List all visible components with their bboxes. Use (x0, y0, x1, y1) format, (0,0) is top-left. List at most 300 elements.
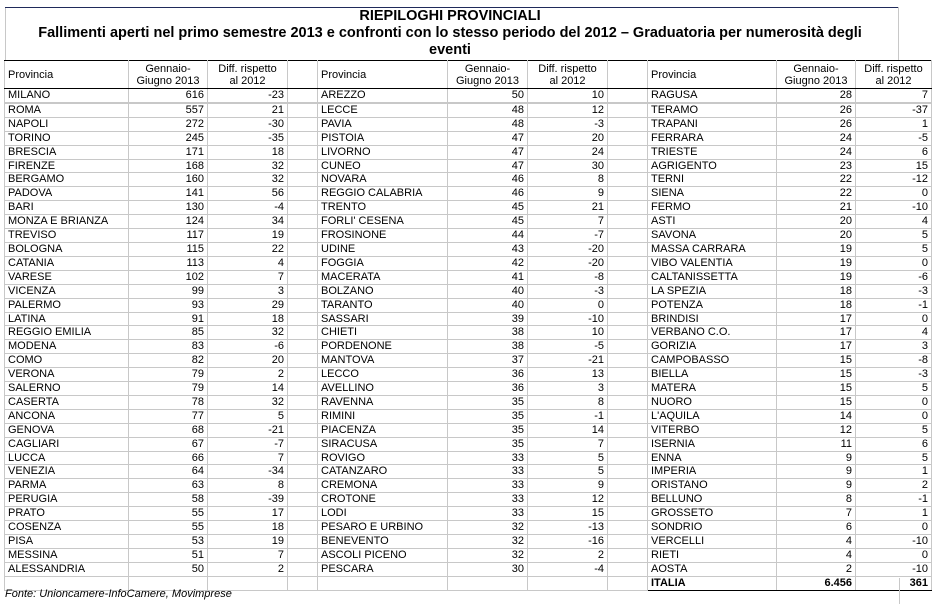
province-diff: 0 (856, 256, 932, 270)
province-count: 48 (448, 117, 528, 131)
province-name: LA SPEZIA (648, 284, 777, 298)
gap-cell (288, 159, 318, 173)
province-name: VICENZA (5, 284, 129, 298)
province-count: 50 (129, 562, 208, 576)
provinces-table (4, 60, 932, 591)
province-name: LIVORNO (318, 145, 448, 159)
province-diff: -35 (208, 131, 288, 145)
province-count: 113 (129, 256, 208, 270)
province-count: 7 (777, 507, 856, 521)
gap-cell (288, 479, 318, 493)
province-name: PRATO (5, 507, 129, 521)
province-count: 124 (129, 215, 208, 229)
gap-cell (288, 242, 318, 256)
province-diff: -4 (528, 562, 608, 576)
empty-cell (288, 576, 318, 590)
province-diff: -21 (208, 423, 288, 437)
province-count: 44 (448, 229, 528, 243)
province-diff: 22 (208, 242, 288, 256)
province-name: PESARO E URBINO (318, 521, 448, 535)
gap-cell (608, 548, 648, 562)
header-gennaio-giugno (129, 61, 208, 89)
province-name: CHIETI (318, 326, 448, 340)
province-diff: 21 (528, 201, 608, 215)
province-name: GENOVA (5, 423, 129, 437)
province-count: 15 (777, 354, 856, 368)
total-diff: 361 (856, 576, 932, 590)
province-diff: 0 (856, 521, 932, 535)
province-diff: 32 (208, 395, 288, 409)
gap-cell (608, 145, 648, 159)
province-diff: 9 (528, 479, 608, 493)
gap-cell (288, 215, 318, 229)
gap-cell (608, 479, 648, 493)
header-gap (608, 61, 648, 89)
province-diff: 32 (208, 326, 288, 340)
province-name: AGRIGENTO (648, 159, 777, 173)
province-count: 66 (129, 451, 208, 465)
province-count: 19 (777, 242, 856, 256)
province-name: ORISTANO (648, 479, 777, 493)
gap-cell (288, 131, 318, 145)
province-name: MODENA (5, 340, 129, 354)
province-diff: 3 (528, 382, 608, 396)
province-name: MACERATA (318, 270, 448, 284)
gap-cell (608, 521, 648, 535)
gap-cell (288, 535, 318, 549)
gap-cell (608, 215, 648, 229)
province-count: 4 (777, 535, 856, 549)
province-diff: -8 (856, 354, 932, 368)
report-title: RIEPILOGHI PROVINCIALI (359, 8, 541, 24)
header-diff-l1: Diff. rispetto (538, 62, 597, 75)
province-diff: -6 (208, 340, 288, 354)
province-name: MONZA E BRIANZA (5, 215, 129, 229)
table-row (5, 382, 932, 396)
table-row (5, 201, 932, 215)
province-diff: 2 (208, 368, 288, 382)
gap-cell (608, 382, 648, 396)
gap-cell (288, 493, 318, 507)
header-gennaio-l2: Giugno 2013 (456, 74, 519, 87)
province-name: NUORO (648, 395, 777, 409)
table-row (5, 368, 932, 382)
table-row (5, 562, 932, 576)
gap-cell (608, 326, 648, 340)
province-count: 32 (448, 535, 528, 549)
header-diff-l2: al 2012 (549, 74, 586, 87)
province-name: TERAMO (648, 103, 777, 117)
province-diff: -37 (856, 103, 932, 117)
province-diff: 8 (528, 395, 608, 409)
province-count: 79 (129, 382, 208, 396)
province-name: PISA (5, 535, 129, 549)
table-row (5, 256, 932, 270)
province-name: PERUGIA (5, 493, 129, 507)
province-count: 43 (448, 242, 528, 256)
province-name: IMPERIA (648, 465, 777, 479)
province-name: BELLUNO (648, 493, 777, 507)
province-name: ROMA (5, 103, 129, 117)
province-name: TARANTO (318, 298, 448, 312)
province-name: TRENTO (318, 201, 448, 215)
gap-cell (288, 437, 318, 451)
gap-cell (288, 284, 318, 298)
header-provincia: Provincia (5, 61, 129, 89)
gap-cell (608, 270, 648, 284)
province-count: 83 (129, 340, 208, 354)
gap-cell (608, 535, 648, 549)
province-diff: -4 (208, 201, 288, 215)
province-name: LODI (318, 507, 448, 521)
province-name: CROTONE (318, 493, 448, 507)
province-name: PESCARA (318, 562, 448, 576)
province-name: ISERNIA (648, 437, 777, 451)
province-name: REGGIO CALABRIA (318, 187, 448, 201)
province-count: 18 (777, 298, 856, 312)
province-name: VENEZIA (5, 465, 129, 479)
province-name: FERRARA (648, 131, 777, 145)
gap-cell (608, 242, 648, 256)
province-name: RIETI (648, 548, 777, 562)
province-count: 41 (448, 270, 528, 284)
header-gap (288, 61, 318, 89)
province-name: UDINE (318, 242, 448, 256)
gap-cell (288, 270, 318, 284)
province-count: 22 (777, 173, 856, 187)
province-count: 141 (129, 187, 208, 201)
province-name: MATERA (648, 382, 777, 396)
province-name: ANCONA (5, 409, 129, 423)
province-count: 32 (448, 521, 528, 535)
province-diff: 8 (528, 173, 608, 187)
province-diff: 15 (856, 159, 932, 173)
subtitle-line-1: Fallimenti aperti nel primo semestre 2013 e confronti con lo stesso periodo del 2012 – Graduatoria per numerosità degli (38, 25, 862, 41)
province-name: FROSINONE (318, 229, 448, 243)
province-name: MILANO (5, 89, 129, 103)
province-diff: -7 (528, 229, 608, 243)
province-name: NOVARA (318, 173, 448, 187)
gap-cell (288, 465, 318, 479)
province-name: LECCE (318, 103, 448, 117)
gap-cell (608, 103, 648, 117)
province-diff: 5 (856, 242, 932, 256)
table-row (5, 215, 932, 229)
province-count: 17 (777, 326, 856, 340)
gap-cell (288, 395, 318, 409)
province-count: 9 (777, 479, 856, 493)
province-diff: -30 (208, 117, 288, 131)
province-name: RIMINI (318, 409, 448, 423)
province-diff: 20 (208, 354, 288, 368)
province-diff: 5 (856, 382, 932, 396)
report-subtitle (0, 25, 900, 59)
header-diff (856, 61, 932, 89)
province-count: 79 (129, 368, 208, 382)
table-row (5, 145, 932, 159)
table-row (5, 395, 932, 409)
province-name: TORINO (5, 131, 129, 145)
province-diff: -1 (528, 409, 608, 423)
province-diff: 0 (856, 409, 932, 423)
gap-cell (288, 229, 318, 243)
header-gennaio-l2: Giugno 2013 (784, 74, 848, 87)
province-count: 40 (448, 298, 528, 312)
province-diff: 6 (856, 145, 932, 159)
gap-cell (608, 256, 648, 270)
province-count: 47 (448, 131, 528, 145)
table-row (5, 242, 932, 256)
province-name: BOLZANO (318, 284, 448, 298)
province-diff: 12 (528, 493, 608, 507)
province-count: 115 (129, 242, 208, 256)
province-count: 20 (777, 229, 856, 243)
province-name: CATANIA (5, 256, 129, 270)
province-count: 33 (448, 465, 528, 479)
province-diff: 7 (856, 89, 932, 103)
table-row (5, 229, 932, 243)
province-diff: 34 (208, 215, 288, 229)
gap-cell (608, 298, 648, 312)
gap-cell (608, 395, 648, 409)
province-diff: 18 (208, 312, 288, 326)
province-count: 26 (777, 103, 856, 117)
province-count: 93 (129, 298, 208, 312)
gap-cell (608, 89, 648, 103)
province-name: VARESE (5, 270, 129, 284)
gap-cell (288, 298, 318, 312)
table-row (5, 326, 932, 340)
province-diff: 7 (208, 548, 288, 562)
gap-cell (608, 229, 648, 243)
province-diff: 8 (208, 479, 288, 493)
province-count: 8 (777, 493, 856, 507)
province-count: 38 (448, 326, 528, 340)
province-diff: 4 (208, 256, 288, 270)
empty-cell (608, 576, 648, 590)
gap-cell (608, 201, 648, 215)
province-count: 42 (448, 256, 528, 270)
header-gennaio-l1: Gennaio- (464, 62, 511, 75)
province-name: SALERNO (5, 382, 129, 396)
table-row (5, 89, 932, 103)
province-name: VERONA (5, 368, 129, 382)
province-name: AOSTA (648, 562, 777, 576)
province-diff: -39 (208, 493, 288, 507)
province-count: 47 (448, 159, 528, 173)
province-count: 14 (777, 409, 856, 423)
province-name: COMO (5, 354, 129, 368)
province-name: MANTOVA (318, 354, 448, 368)
province-name: BRINDISI (648, 312, 777, 326)
province-count: 24 (777, 145, 856, 159)
province-name: PORDENONE (318, 340, 448, 354)
province-diff: -13 (528, 521, 608, 535)
province-name: CASERTA (5, 395, 129, 409)
province-diff: -20 (528, 256, 608, 270)
province-count: 19 (777, 270, 856, 284)
province-diff: -6 (856, 270, 932, 284)
province-diff: -8 (528, 270, 608, 284)
empty-cell (318, 576, 448, 590)
province-name: VITERBO (648, 423, 777, 437)
province-name: LATINA (5, 312, 129, 326)
province-diff: -3 (856, 284, 932, 298)
province-diff: 10 (528, 326, 608, 340)
header-diff (528, 61, 608, 89)
province-diff: 13 (528, 368, 608, 382)
province-diff: 10 (528, 89, 608, 103)
table-row (5, 507, 932, 521)
province-count: 37 (448, 354, 528, 368)
province-diff: -3 (528, 117, 608, 131)
gap-cell (288, 103, 318, 117)
province-count: 45 (448, 201, 528, 215)
province-count: 245 (129, 131, 208, 145)
province-diff: 5 (856, 451, 932, 465)
table-row (5, 117, 932, 131)
province-diff: 1 (856, 465, 932, 479)
province-count: 40 (448, 284, 528, 298)
province-name: FOGGIA (318, 256, 448, 270)
province-name: PAVIA (318, 117, 448, 131)
header-provincia: Provincia (318, 61, 448, 89)
province-count: 26 (777, 117, 856, 131)
province-count: 4 (777, 548, 856, 562)
gap-cell (288, 562, 318, 576)
province-count: 51 (129, 548, 208, 562)
province-diff: 18 (208, 521, 288, 535)
province-count: 39 (448, 312, 528, 326)
table-row (5, 423, 932, 437)
gap-cell (608, 451, 648, 465)
province-name: COSENZA (5, 521, 129, 535)
province-diff: 2 (208, 562, 288, 576)
gap-cell (288, 451, 318, 465)
header-diff-l1: Diff. rispetto (864, 62, 923, 75)
province-diff: -20 (528, 242, 608, 256)
province-diff: 29 (208, 298, 288, 312)
province-count: 171 (129, 145, 208, 159)
gap-cell (288, 145, 318, 159)
gap-cell (288, 340, 318, 354)
gap-cell (288, 423, 318, 437)
province-diff: 7 (528, 437, 608, 451)
table-row (5, 479, 932, 493)
province-name: RAVENNA (318, 395, 448, 409)
province-count: 18 (777, 284, 856, 298)
gap-cell (288, 354, 318, 368)
gap-cell (288, 409, 318, 423)
gap-cell (288, 187, 318, 201)
gap-cell (608, 131, 648, 145)
gap-cell (288, 368, 318, 382)
gap-cell (608, 312, 648, 326)
table-row (5, 521, 932, 535)
province-count: 38 (448, 340, 528, 354)
province-count: 35 (448, 437, 528, 451)
gap-cell (608, 173, 648, 187)
province-diff: 19 (208, 229, 288, 243)
province-name: TERNI (648, 173, 777, 187)
province-count: 9 (777, 465, 856, 479)
province-count: 6 (777, 521, 856, 535)
province-count: 78 (129, 395, 208, 409)
province-count: 77 (129, 409, 208, 423)
subtitle-line-2: eventi (429, 42, 471, 58)
table-row (5, 451, 932, 465)
province-name: BERGAMO (5, 173, 129, 187)
province-diff: -23 (208, 89, 288, 103)
province-count: 160 (129, 173, 208, 187)
province-name: CALTANISSETTA (648, 270, 777, 284)
table-row (5, 548, 932, 562)
province-name: BRESCIA (5, 145, 129, 159)
province-diff: 15 (528, 507, 608, 521)
province-diff: 3 (208, 284, 288, 298)
province-name: FORLI' CESENA (318, 215, 448, 229)
province-count: 85 (129, 326, 208, 340)
gap-cell (288, 201, 318, 215)
gap-cell (608, 284, 648, 298)
province-name: LUCCA (5, 451, 129, 465)
gap-cell (288, 521, 318, 535)
province-name: SONDRIO (648, 521, 777, 535)
province-count: 15 (777, 368, 856, 382)
province-count: 48 (448, 103, 528, 117)
province-diff: -10 (856, 201, 932, 215)
province-diff: 9 (528, 187, 608, 201)
province-name: AREZZO (318, 89, 448, 103)
province-count: 46 (448, 187, 528, 201)
province-name: PADOVA (5, 187, 129, 201)
province-diff: -16 (528, 535, 608, 549)
header-provincia: Provincia (648, 61, 777, 89)
province-count: 22 (777, 187, 856, 201)
province-diff: 32 (208, 159, 288, 173)
province-name: PALERMO (5, 298, 129, 312)
province-diff: 0 (856, 187, 932, 201)
province-diff: 3 (856, 340, 932, 354)
gap-cell (608, 465, 648, 479)
province-count: 117 (129, 229, 208, 243)
gap-cell (288, 256, 318, 270)
province-name: CAGLIARI (5, 437, 129, 451)
province-diff: 5 (528, 465, 608, 479)
province-diff: -21 (528, 354, 608, 368)
province-name: ENNA (648, 451, 777, 465)
gap-cell (608, 507, 648, 521)
province-name: CAMPOBASSO (648, 354, 777, 368)
header-diff-l2: al 2012 (875, 74, 912, 87)
province-count: 12 (777, 423, 856, 437)
table-row (5, 131, 932, 145)
province-count: 33 (448, 493, 528, 507)
province-name: GORIZIA (648, 340, 777, 354)
table-row (5, 354, 932, 368)
province-diff: 17 (208, 507, 288, 521)
province-name: TRAPANI (648, 117, 777, 131)
header-diff-l1: Diff. rispetto (218, 62, 277, 75)
table-row (5, 103, 932, 117)
province-count: 15 (777, 382, 856, 396)
province-count: 67 (129, 437, 208, 451)
province-count: 616 (129, 89, 208, 103)
empty-cell (448, 576, 528, 590)
province-count: 17 (777, 340, 856, 354)
province-count: 557 (129, 103, 208, 117)
province-count: 15 (777, 395, 856, 409)
